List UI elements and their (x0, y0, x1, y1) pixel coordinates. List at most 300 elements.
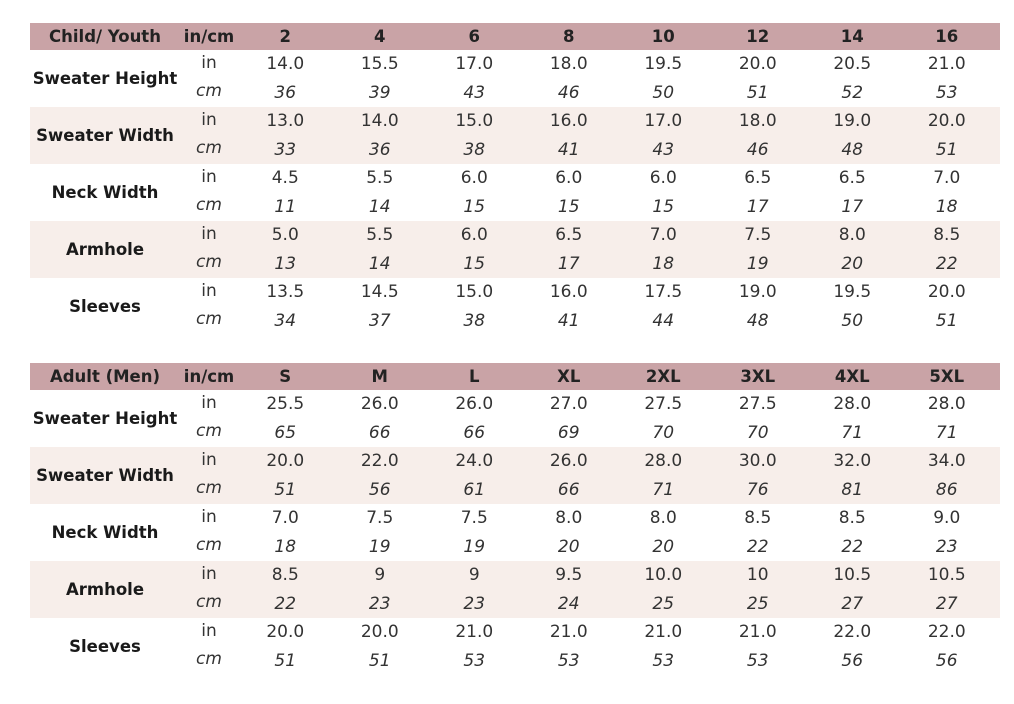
value-cm: 53 (746, 650, 769, 671)
unit-cell (180, 561, 238, 618)
value-cell (427, 447, 522, 504)
value-in: 6.0 (649, 168, 677, 189)
value-cm: 38 (463, 310, 486, 331)
value-cell (900, 504, 995, 561)
unit-cell (180, 504, 238, 561)
value-in: 20.0 (738, 54, 777, 75)
value-cell (238, 618, 333, 675)
value-cell (522, 447, 617, 504)
header-size: XL (557, 367, 581, 386)
header-size: 8 (563, 27, 575, 46)
value-cm: 25 (746, 593, 769, 614)
value-cell (805, 618, 900, 675)
value-in: 6.0 (460, 168, 488, 189)
measurement-label: Sleeves (69, 637, 141, 656)
value-cm: 19 (746, 253, 769, 274)
value-cell (522, 164, 617, 221)
value-in: 28.0 (833, 394, 872, 415)
value-cm: 53 (652, 650, 675, 671)
table-row (30, 164, 1000, 221)
unit-cm-label: cm (196, 477, 222, 498)
value-cell (238, 504, 333, 561)
value-in: 14.5 (360, 282, 399, 303)
value-cm: 51 (935, 139, 958, 160)
value-in: 13.0 (266, 111, 305, 132)
header-size: 16 (935, 27, 959, 46)
value-in: 28.0 (927, 394, 966, 415)
value-in: 20.0 (266, 451, 305, 472)
value-in: 6.5 (555, 225, 583, 246)
value-cm: 56 (368, 479, 391, 500)
unit-cm-label: cm (196, 251, 222, 272)
value-cell (711, 164, 806, 221)
value-cell (616, 561, 711, 618)
value-cm: 41 (557, 139, 580, 160)
value-cell (711, 50, 806, 107)
value-cell (427, 164, 522, 221)
table-row (30, 561, 1000, 618)
value-cm: 20 (652, 536, 675, 557)
value-cm: 66 (368, 422, 391, 443)
value-in: 7.0 (933, 168, 961, 189)
header-size: 3XL (740, 367, 776, 386)
value-in: 34.0 (927, 451, 966, 472)
value-cm: 70 (746, 422, 769, 443)
value-cell (900, 107, 995, 164)
value-cm: 52 (841, 82, 864, 103)
value-cell (805, 107, 900, 164)
value-in: 22.0 (927, 622, 966, 643)
unit-in-label: in (201, 450, 217, 470)
header-size: 2 (279, 27, 291, 46)
value-cm: 22 (746, 536, 769, 557)
header-size: 4 (374, 27, 386, 46)
value-cm: 51 (368, 650, 391, 671)
value-cm: 17 (841, 196, 864, 217)
unit-cell (180, 107, 238, 164)
header-size: L (468, 367, 480, 386)
measurement-label: Sleeves (69, 297, 141, 316)
value-cm: 39 (368, 82, 391, 103)
unit-cell (180, 221, 238, 278)
table-row (30, 278, 1000, 335)
value-in: 22.0 (360, 451, 399, 472)
value-cm: 11 (274, 196, 297, 217)
table-row (30, 50, 1000, 107)
value-cm: 27 (841, 593, 864, 614)
value-cm: 14 (368, 196, 391, 217)
value-cell (522, 504, 617, 561)
value-in: 10.0 (644, 565, 683, 586)
value-cell (522, 278, 617, 335)
value-in: 27.5 (644, 394, 683, 415)
value-cell (427, 390, 522, 447)
value-in: 27.5 (738, 394, 777, 415)
unit-cm-label: cm (196, 308, 222, 329)
value-cell (333, 107, 428, 164)
value-cm: 22 (935, 253, 958, 274)
value-in: 30.0 (738, 451, 777, 472)
header-size: S (279, 367, 292, 386)
unit-in-label: in (201, 110, 217, 130)
value-cm: 17 (557, 253, 580, 274)
value-in: 26.0 (360, 394, 399, 415)
value-in: 6.0 (460, 225, 488, 246)
value-cell (805, 50, 900, 107)
value-in: 5.0 (271, 225, 299, 246)
value-in: 7.0 (649, 225, 677, 246)
value-cell (238, 164, 333, 221)
value-cm: 15 (652, 196, 675, 217)
value-cm: 48 (841, 139, 864, 160)
value-in: 7.0 (271, 508, 299, 529)
header-unit: in/cm (183, 367, 235, 386)
value-in: 17.0 (455, 54, 494, 75)
value-cell (900, 618, 995, 675)
value-in: 6.0 (555, 168, 583, 189)
value-cm: 27 (935, 593, 958, 614)
value-cell (333, 561, 428, 618)
value-in: 8.5 (744, 508, 772, 529)
value-cell (805, 504, 900, 561)
value-cell (616, 50, 711, 107)
value-cell (616, 504, 711, 561)
value-cell (900, 278, 995, 335)
value-cm: 56 (935, 650, 958, 671)
value-cell (238, 561, 333, 618)
value-cm: 51 (274, 479, 297, 500)
value-in: 8.5 (271, 565, 299, 586)
value-cm: 76 (746, 479, 769, 500)
unit-cm-label: cm (196, 534, 222, 555)
value-cm: 13 (274, 253, 297, 274)
header-size: 6 (468, 27, 480, 46)
value-cell (427, 504, 522, 561)
header-size: M (371, 367, 388, 386)
value-in: 15.5 (360, 54, 399, 75)
value-cell (900, 164, 995, 221)
value-in: 6.5 (838, 168, 866, 189)
unit-cell (180, 447, 238, 504)
header-size: 5XL (929, 367, 965, 386)
value-cm: 66 (557, 479, 580, 500)
value-in: 8.0 (555, 508, 583, 529)
value-cell (900, 447, 995, 504)
value-cm: 43 (652, 139, 675, 160)
table-row (30, 447, 1000, 504)
value-in: 20.0 (927, 282, 966, 303)
value-cell (711, 221, 806, 278)
value-cm: 71 (841, 422, 864, 443)
value-cm: 71 (652, 479, 675, 500)
value-cell (711, 504, 806, 561)
value-in: 21.0 (644, 622, 683, 643)
value-in: 20.0 (927, 111, 966, 132)
unit-in-label: in (201, 53, 217, 73)
value-cell (805, 278, 900, 335)
value-cell (616, 278, 711, 335)
value-cell (333, 278, 428, 335)
value-in: 20.0 (360, 622, 399, 643)
value-cell (333, 447, 428, 504)
value-in: 17.0 (644, 111, 683, 132)
value-cell (805, 221, 900, 278)
value-cm: 37 (368, 310, 391, 331)
value-cell (238, 107, 333, 164)
value-cell (900, 561, 995, 618)
value-cm: 51 (935, 310, 958, 331)
unit-in-label: in (201, 167, 217, 187)
value-cell (711, 618, 806, 675)
value-cell (427, 618, 522, 675)
value-in: 10 (746, 565, 769, 586)
value-in: 8.5 (933, 225, 961, 246)
value-in: 9.5 (555, 565, 583, 586)
table-row (30, 221, 1000, 278)
value-cm: 18 (935, 196, 958, 217)
value-cm: 36 (368, 139, 391, 160)
value-in: 20.5 (833, 54, 872, 75)
value-in: 7.5 (744, 225, 772, 246)
unit-in-label: in (201, 393, 217, 413)
value-cell (900, 50, 995, 107)
header-category: Child/ Youth (49, 27, 161, 46)
value-cm: 71 (935, 422, 958, 443)
value-in: 21.0 (549, 622, 588, 643)
value-cell (427, 221, 522, 278)
value-cm: 53 (935, 82, 958, 103)
value-in: 15.0 (455, 111, 494, 132)
value-in: 7.5 (366, 508, 394, 529)
value-cm: 65 (274, 422, 297, 443)
header-size: 10 (651, 27, 675, 46)
header-size: 4XL (834, 367, 870, 386)
value-cm: 20 (841, 253, 864, 274)
value-in: 9 (468, 565, 480, 586)
value-in: 8.0 (838, 225, 866, 246)
value-cell (427, 561, 522, 618)
unit-in-label: in (201, 281, 217, 301)
value-in: 19.0 (738, 282, 777, 303)
value-cell (616, 618, 711, 675)
value-cell (333, 50, 428, 107)
value-cell (805, 390, 900, 447)
value-cm: 70 (652, 422, 675, 443)
value-in: 14.0 (266, 54, 305, 75)
unit-cm-label: cm (196, 591, 222, 612)
unit-cm-label: cm (196, 137, 222, 158)
value-cell (427, 107, 522, 164)
value-in: 32.0 (833, 451, 872, 472)
value-cell (711, 278, 806, 335)
value-cm: 44 (652, 310, 675, 331)
value-in: 18.0 (738, 111, 777, 132)
value-cell (900, 390, 995, 447)
value-cm: 66 (463, 422, 486, 443)
value-cm: 22 (841, 536, 864, 557)
measurement-label: Sweater Width (36, 466, 174, 485)
value-cell (616, 107, 711, 164)
header-size: 14 (840, 27, 864, 46)
value-cm: 41 (557, 310, 580, 331)
value-cell (427, 50, 522, 107)
value-in: 28.0 (644, 451, 683, 472)
measurement-label: Sweater Height (32, 409, 178, 428)
value-cm: 38 (463, 139, 486, 160)
value-in: 10.5 (927, 565, 966, 586)
value-in: 13.5 (266, 282, 305, 303)
value-cell (522, 221, 617, 278)
value-cm: 24 (557, 593, 580, 614)
value-cell (238, 221, 333, 278)
value-in: 21.0 (455, 622, 494, 643)
unit-in-label: in (201, 507, 217, 527)
value-in: 17.5 (644, 282, 683, 303)
measurement-label: Sweater Width (36, 126, 174, 145)
value-in: 25.5 (266, 394, 305, 415)
unit-cell (180, 390, 238, 447)
value-cell (711, 107, 806, 164)
table-row (30, 618, 1000, 675)
unit-cell (180, 278, 238, 335)
value-cm: 50 (652, 82, 675, 103)
value-cm: 50 (841, 310, 864, 331)
value-cell (333, 164, 428, 221)
value-cell (616, 221, 711, 278)
value-in: 15.0 (455, 282, 494, 303)
value-cell (522, 50, 617, 107)
value-in: 26.0 (455, 394, 494, 415)
size-chart-child-youth (30, 23, 1000, 335)
value-in: 7.5 (460, 508, 488, 529)
value-in: 16.0 (549, 111, 588, 132)
value-cell (522, 390, 617, 447)
value-cm: 15 (557, 196, 580, 217)
value-cell (238, 390, 333, 447)
value-cm: 81 (841, 479, 864, 500)
unit-cell (180, 618, 238, 675)
measurement-label: Neck Width (51, 523, 159, 542)
value-cm: 51 (746, 82, 769, 103)
unit-cm-label: cm (196, 420, 222, 441)
value-cm: 43 (463, 82, 486, 103)
header-row (30, 363, 1000, 390)
value-in: 6.5 (744, 168, 772, 189)
unit-in-label: in (201, 224, 217, 244)
value-cell (711, 561, 806, 618)
value-in: 21.0 (927, 54, 966, 75)
value-cm: 46 (557, 82, 580, 103)
value-cell (238, 278, 333, 335)
header-category: Adult (Men) (49, 367, 161, 386)
value-cm: 19 (368, 536, 391, 557)
value-cell (616, 164, 711, 221)
value-in: 14.0 (360, 111, 399, 132)
value-in: 27.0 (549, 394, 588, 415)
value-cell (711, 390, 806, 447)
value-in: 5.5 (366, 168, 394, 189)
measurement-label: Sweater Height (32, 69, 178, 88)
value-cm: 53 (557, 650, 580, 671)
value-cm: 23 (935, 536, 958, 557)
value-cell (805, 447, 900, 504)
value-cm: 23 (463, 593, 486, 614)
value-cell (333, 504, 428, 561)
value-in: 21.0 (738, 622, 777, 643)
table-row (30, 504, 1000, 561)
value-cm: 51 (274, 650, 297, 671)
unit-in-label: in (201, 564, 217, 584)
value-cm: 22 (274, 593, 297, 614)
value-cm: 23 (368, 593, 391, 614)
value-cm: 34 (274, 310, 297, 331)
value-cm: 36 (274, 82, 297, 103)
value-cell (333, 390, 428, 447)
value-in: 8.5 (838, 508, 866, 529)
value-cm: 18 (274, 536, 297, 557)
table-row (30, 390, 1000, 447)
value-cm: 46 (746, 139, 769, 160)
unit-cell (180, 164, 238, 221)
value-cm: 25 (652, 593, 675, 614)
value-in: 19.0 (833, 111, 872, 132)
measurement-label: Armhole (65, 580, 145, 599)
value-cell (900, 221, 995, 278)
unit-cell (180, 50, 238, 107)
value-cell (333, 618, 428, 675)
value-cm: 14 (368, 253, 391, 274)
unit-cm-label: cm (196, 648, 222, 669)
value-in: 24.0 (455, 451, 494, 472)
value-cm: 48 (746, 310, 769, 331)
value-in: 20.0 (266, 622, 305, 643)
value-in: 9 (374, 565, 386, 586)
value-cell (522, 107, 617, 164)
header-size: 2XL (645, 367, 681, 386)
unit-cm-label: cm (196, 80, 222, 101)
measurement-label: Neck Width (51, 183, 159, 202)
unit-in-label: in (201, 621, 217, 641)
value-cell (238, 50, 333, 107)
measurement-label: Armhole (65, 240, 145, 259)
value-cm: 18 (652, 253, 675, 274)
value-cm: 19 (463, 536, 486, 557)
value-cell (522, 561, 617, 618)
value-cm: 86 (935, 479, 958, 500)
value-cm: 20 (557, 536, 580, 557)
value-cm: 53 (463, 650, 486, 671)
value-cm: 15 (463, 253, 486, 274)
value-cell (711, 447, 806, 504)
value-cell (427, 278, 522, 335)
value-cell (333, 221, 428, 278)
value-in: 10.5 (833, 565, 872, 586)
unit-cm-label: cm (196, 194, 222, 215)
value-in: 5.5 (366, 225, 394, 246)
value-cm: 17 (746, 196, 769, 217)
size-chart-adult-men (30, 363, 1000, 675)
value-in: 9.0 (933, 508, 961, 529)
value-cell (616, 390, 711, 447)
value-in: 18.0 (549, 54, 588, 75)
value-cm: 15 (463, 196, 486, 217)
value-cell (616, 447, 711, 504)
value-in: 19.5 (644, 54, 683, 75)
header-unit: in/cm (183, 27, 235, 46)
value-in: 22.0 (833, 622, 872, 643)
value-cm: 69 (557, 422, 580, 443)
value-cm: 61 (463, 479, 486, 500)
